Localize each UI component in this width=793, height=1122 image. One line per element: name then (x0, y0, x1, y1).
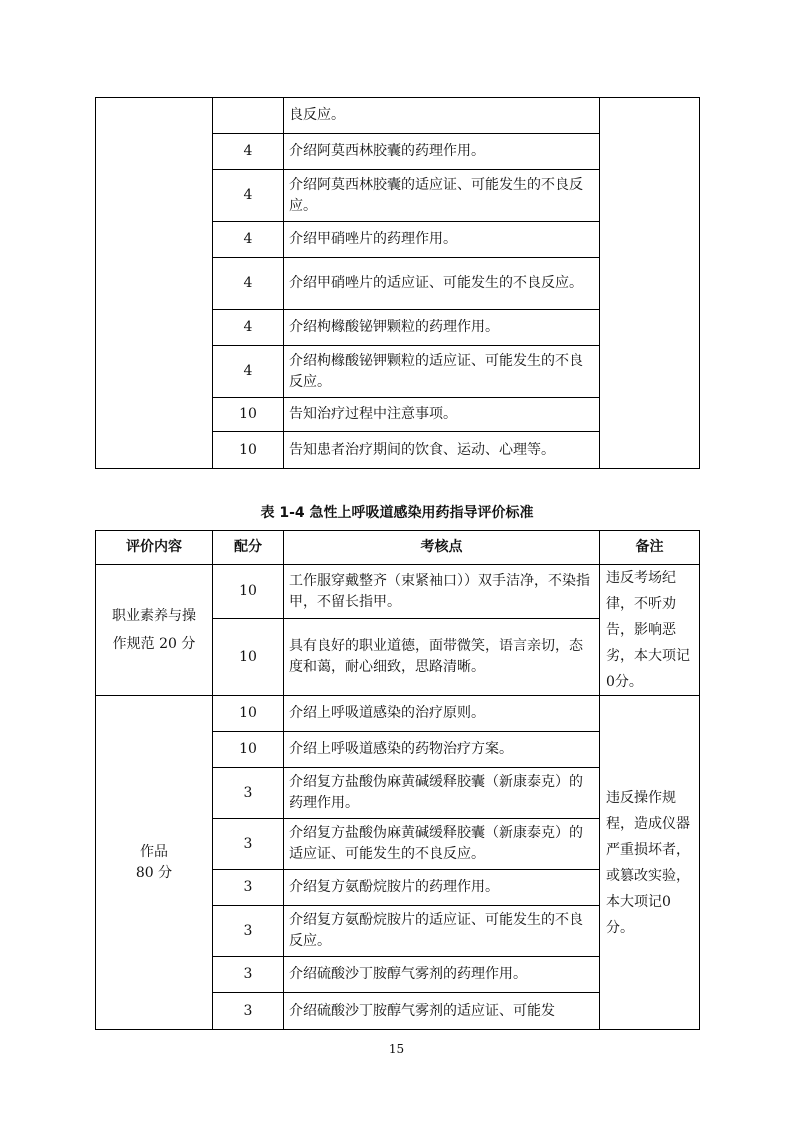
header-checkpoint: 考核点 (284, 531, 600, 565)
category-cell: 职业素养与操作规范 20 分 (96, 565, 213, 696)
category-cell-empty (96, 98, 213, 469)
header-row (96, 531, 700, 565)
score-cell: 4 (213, 134, 284, 170)
item-cell: 介绍甲硝唑片的药理作用。 (284, 222, 600, 258)
score-cell: 10 (213, 696, 284, 732)
item-cell: 介绍枸橼酸铋钾颗粒的药理作用。 (284, 310, 600, 346)
score-cell: 10 (213, 398, 284, 432)
score-cell (213, 98, 284, 134)
item-cell: 介绍阿莫西林胶囊的适应证、可能发生的不良反应。 (284, 170, 600, 222)
score-cell: 10 (213, 619, 284, 696)
item-cell: 介绍复方氨酚烷胺片的适应证、可能发生的不良反应。 (284, 906, 600, 957)
score-cell: 10 (213, 732, 284, 768)
table-row (96, 696, 700, 732)
table-row (96, 98, 700, 134)
continued-table (95, 97, 700, 469)
item-cell: 良反应。 (284, 98, 600, 134)
score-cell: 3 (213, 870, 284, 906)
score-cell: 3 (213, 768, 284, 819)
note-cell-empty (600, 98, 700, 469)
score-cell: 10 (213, 565, 284, 619)
item-cell: 介绍枸橼酸铋钾颗粒的适应证、可能发生的不良反应。 (284, 346, 600, 398)
item-cell: 介绍复方盐酸伪麻黄碱缓释胶囊（新康泰克）的药理作用。 (284, 768, 600, 819)
item-cell: 介绍复方氨酚烷胺片的药理作用。 (284, 870, 600, 906)
item-cell: 介绍上呼吸道感染的治疗原则。 (284, 696, 600, 732)
category-cell (96, 696, 213, 1030)
table-row (96, 565, 700, 619)
score-cell: 10 (213, 432, 284, 469)
score-cell: 4 (213, 310, 284, 346)
item-cell: 介绍阿莫西林胶囊的药理作用。 (284, 134, 600, 170)
item-cell: 告知治疗过程中注意事项。 (284, 398, 600, 432)
note-cell: 违反操作规程，造成仪器严重损坏者，或篡改实验，本大项记0分。 (600, 696, 700, 1030)
note-cell: 违反考场纪律，不听劝告，影响恶劣，本大项记0分。 (600, 565, 700, 696)
category-label: 作品 (140, 843, 168, 860)
score-cell: 4 (213, 170, 284, 222)
header-score: 配分 (213, 531, 284, 565)
score-cell: 3 (213, 957, 284, 993)
item-cell: 介绍甲硝唑片的适应证、可能发生的不良反应。 (284, 258, 600, 310)
item-cell: 介绍复方盐酸伪麻黄碱缓释胶囊（新康泰克）的适应证、可能发生的不良反应。 (284, 819, 600, 870)
item-cell: 介绍硫酸沙丁胺醇气雾剂的适应证、可能发 (284, 993, 600, 1030)
header-note: 备注 (600, 531, 700, 565)
header-category: 评价内容 (96, 531, 213, 565)
category-points: 80 分 (135, 864, 173, 881)
evaluation-table (95, 530, 700, 1030)
score-cell: 3 (213, 993, 284, 1030)
table-caption: 表 1-4 急性上呼吸道感染用药指导评价标准 (260, 505, 534, 521)
item-cell: 介绍上呼吸道感染的药物治疗方案。 (284, 732, 600, 768)
score-cell: 3 (213, 819, 284, 870)
item-cell: 工作服穿戴整齐（束紧袖口））双手洁净，不染指甲，不留长指甲。 (284, 565, 600, 619)
item-cell: 介绍硫酸沙丁胺醇气雾剂的药理作用。 (284, 957, 600, 993)
item-cell: 具有良好的职业道德，面带微笑，语言亲切，态度和蔼，耐心细致，思路清晰。 (284, 619, 600, 696)
score-cell: 4 (213, 258, 284, 310)
score-cell: 4 (213, 346, 284, 398)
item-cell: 告知患者治疗期间的饮食、运动、心理等。 (284, 432, 600, 469)
page-number: 15 (388, 1042, 405, 1056)
score-cell: 4 (213, 222, 284, 258)
score-cell: 3 (213, 906, 284, 957)
